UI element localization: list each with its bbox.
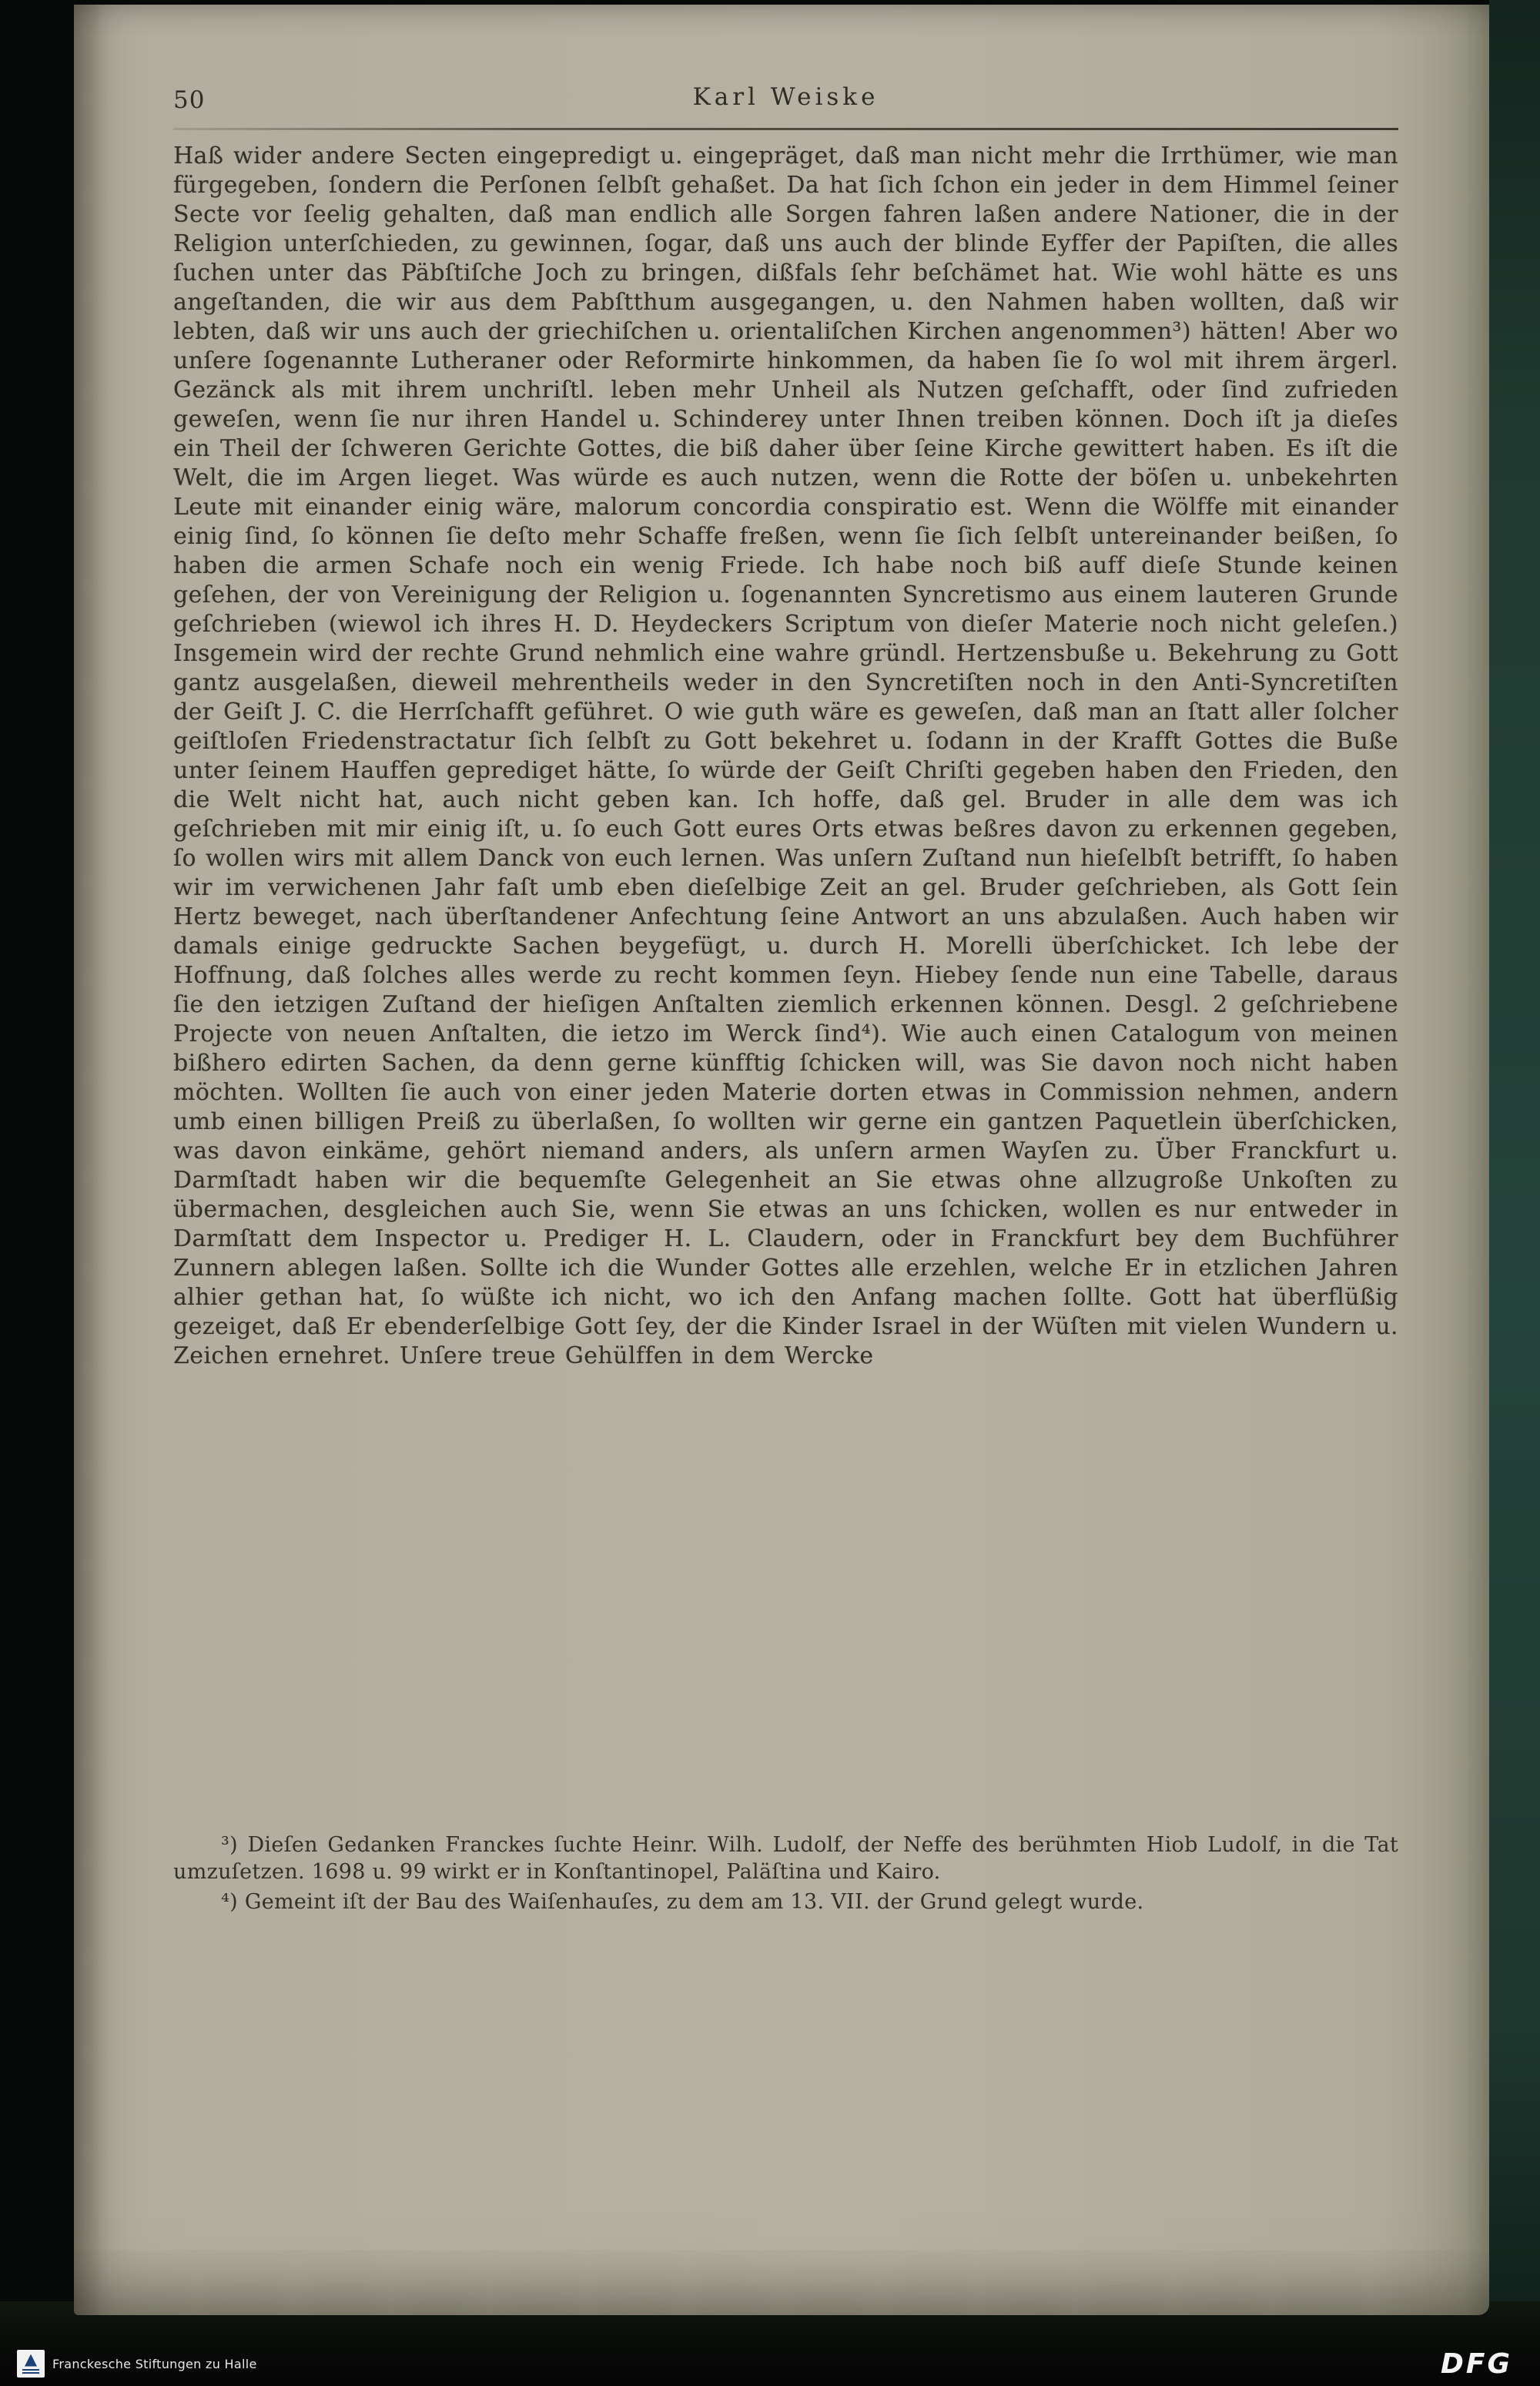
header-rule [173, 128, 1398, 130]
letter-body-text: Haß wider andere Secten eingepredigt u. eingepräget, daß man nicht mehr die Irrthümer, wie man fürgegeben, ſondern die Perſonen ſelbſt gehaßet. Da hat ſich ſchon ein jeder in dem Himmel ſeiner Secte vor ſeelig gehalten, daß man endlich alle Sorgen fahren laßen andere Nationer, die in der Religion unterſchieden, zu gewinnen, ſogar, daß uns auch der blinde Eyffer der Papiſten, die alles ſuchen unter das Päbſtiſche Joch zu bringen, dißfals ſehr beſchämet hat. Wie wohl hätte es uns angeſtanden, die wir aus dem Pabſtthum ausgegangen, u. den Nahmen haben wollten, daß wir lebten, daß wir uns auch der griechiſchen u. orientaliſchen Kirchen angenommen³) hätten! Aber wo unſere ſogenannte Lutheraner oder Reformirte hinkommen, da haben ſie ſo wol mit ihrem ärgerl. Gezänck als mit ihrem unchriſtl. leben mehr Unheil als Nutzen geſchafft, oder ſind zufrieden geweſen, wenn ſie nur ihren Handel u. Schinderey unter Ihnen treiben können. Doch iſt ja dieſes ein Theil der ſchweren Gerichte Gottes, die biß daher über ſeine Kirche gewittert haben. Es iſt die Welt, die im Argen lieget. Was würde es auch nutzen, wenn die Rotte der böſen u. unbekehrten Leute mit einander einig wäre, malorum concordia conspiratio est. Wenn die Wölffe mit einander einig ſind, ſo können ſie deſto mehr Schaffe freßen, wenn ſie ſich ſelbſt untereinander beißen, ſo haben die armen Schafe noch ein wenig Friede. Ich habe noch biß auff dieſe Stunde keinen geſehen, der von Vereinigung der Religion u. ſogenannten Syncretismo aus einem lauteren Grunde geſchrieben (wiewol ich ihres H. D. Heydeckers Scriptum von dieſer Materie noch nicht geleſen.) Insgemein wird der rechte Grund nehmlich eine wahre gründl. Hertzensbuße u. Bekehrung zu Gott gantz ausgelaßen, dieweil mehrentheils weder in den Syncretiſten noch in den Anti-Syncretiſten der Geiſt J. C. die Herrſchafft geführet. O wie guth wäre es geweſen, daß man an ſtatt aller ſolcher geiſtloſen Friedenstractatur ſich ſelbſt zu Gott bekehret u. ſodann in der Krafft Gottes die Buße unter ſeinem Hauffen geprediget hätte, ſo würde der Geiſt Chriſti gegeben haben den Frieden, den die Welt nicht hat, auch nicht geben kan. Ich hoffe, daß gel. Bruder in alle dem was ich geſchrieben mit mir einig iſt, u. ſo euch Gott eures Orts etwas beßres davon zu erkennen gegeben, ſo wollen wirs mit allem Danck von euch lernen. Was unſern Zuſtand nun hieſelbſt betrifft, ſo haben wir im verwichenen Jahr faſt umb eben dieſelbige Zeit an gel. Bruder geſchrieben, als Gott ſein Hertz beweget, nach überſtandener Anfechtung ſeine Antwort an uns abzulaßen. Auch haben wir damals einige gedruckte Sachen beygefügt, u. durch H. Morelli überſchicket. Ich lebe der Hoffnung, daß ſolches alles werde zu recht kommen ſeyn. Hiebey ſende nun eine Tabelle, daraus ſie den ietzigen Zuſtand der hieſigen Anſtalten ziemlich erkennen können. Desgl. 2 geſchriebene Projecte von neuen Anſtalten, die ietzo im Werck ſind⁴). Wie auch einen Catalogum von meinen bißhero edirten Sachen, da denn gerne künfftig ſchicken will, was Sie davon noch nicht haben möchten. Wollten ſie auch von einer jeden Materie dorten etwas in Commission nehmen, andern umb einen billigen Preiß zu überlaßen, ſo wollten wir gerne ein gantzen Paquetlein überſchicken, was davon einkäme, gehört niemand anders, als unſern armen Wayſen zu. Über Franckfurt u. Darmſtadt haben wir die bequemſte Gelegenheit an Sie etwas ohne allzugroße Unkoſten zu übermachen, desgleichen auch Sie, wenn Sie etwas an uns ſchicken, wollen es nur entweder in Darmſtatt dem Inspector u. Prediger H. L. Claudern, oder in Franckfurt bey dem Buchführer Zunnern ablegen laßen. Sollte ich die Wunder Gottes alle erzehlen, welche Er in etzlichen Jahren alhier gethan hat, ſo wüßte ich nicht, wo ich den Anfang machen ſollte. Gott hat überflüßig gezeiget, daß Er ebenderſelbige Gott ſey, der die Kinder Israel in der Wüſten mit vielen Wundern u. Zeichen ernehret. Unſere treue Gehülffen in dem Wercke [173, 142, 1398, 1369]
footnote-4: ⁴) Gemeint iſt der Bau des Waiſenhauſes, zu dem am 13. VII. der Grund gelegt wurde. [221, 1890, 1144, 1914]
emblem-mark [25, 2354, 37, 2367]
scan-edge-right [1489, 0, 1540, 2386]
page-header [173, 83, 1398, 119]
footnotes-block [173, 1831, 1398, 1919]
page-number: 50 [173, 86, 206, 114]
franckesche-stiftungen-emblem-icon [17, 2350, 45, 2378]
provider-logo [17, 2350, 257, 2378]
footnote-3: ³) Dieſen Gedanken Franckes ſuchte Heinr. Wilh. Ludolf, der Neffe des berühmten Hiob Ludolf, in die Tat umzuſetzen. 1698 u. 99 wirkt er in Konſtantinopel, Paläſtina und Kairo. [173, 1833, 1398, 1884]
provider-label: Franckesche Stiftungen zu Halle [52, 2356, 257, 2371]
digitization-footer [0, 2341, 1540, 2386]
scanned-book-page [74, 5, 1489, 2315]
running-title: Karl Weiske [692, 83, 879, 111]
emblem-lines [22, 2369, 39, 2374]
dfg-logo: DFG [1440, 2347, 1512, 2380]
